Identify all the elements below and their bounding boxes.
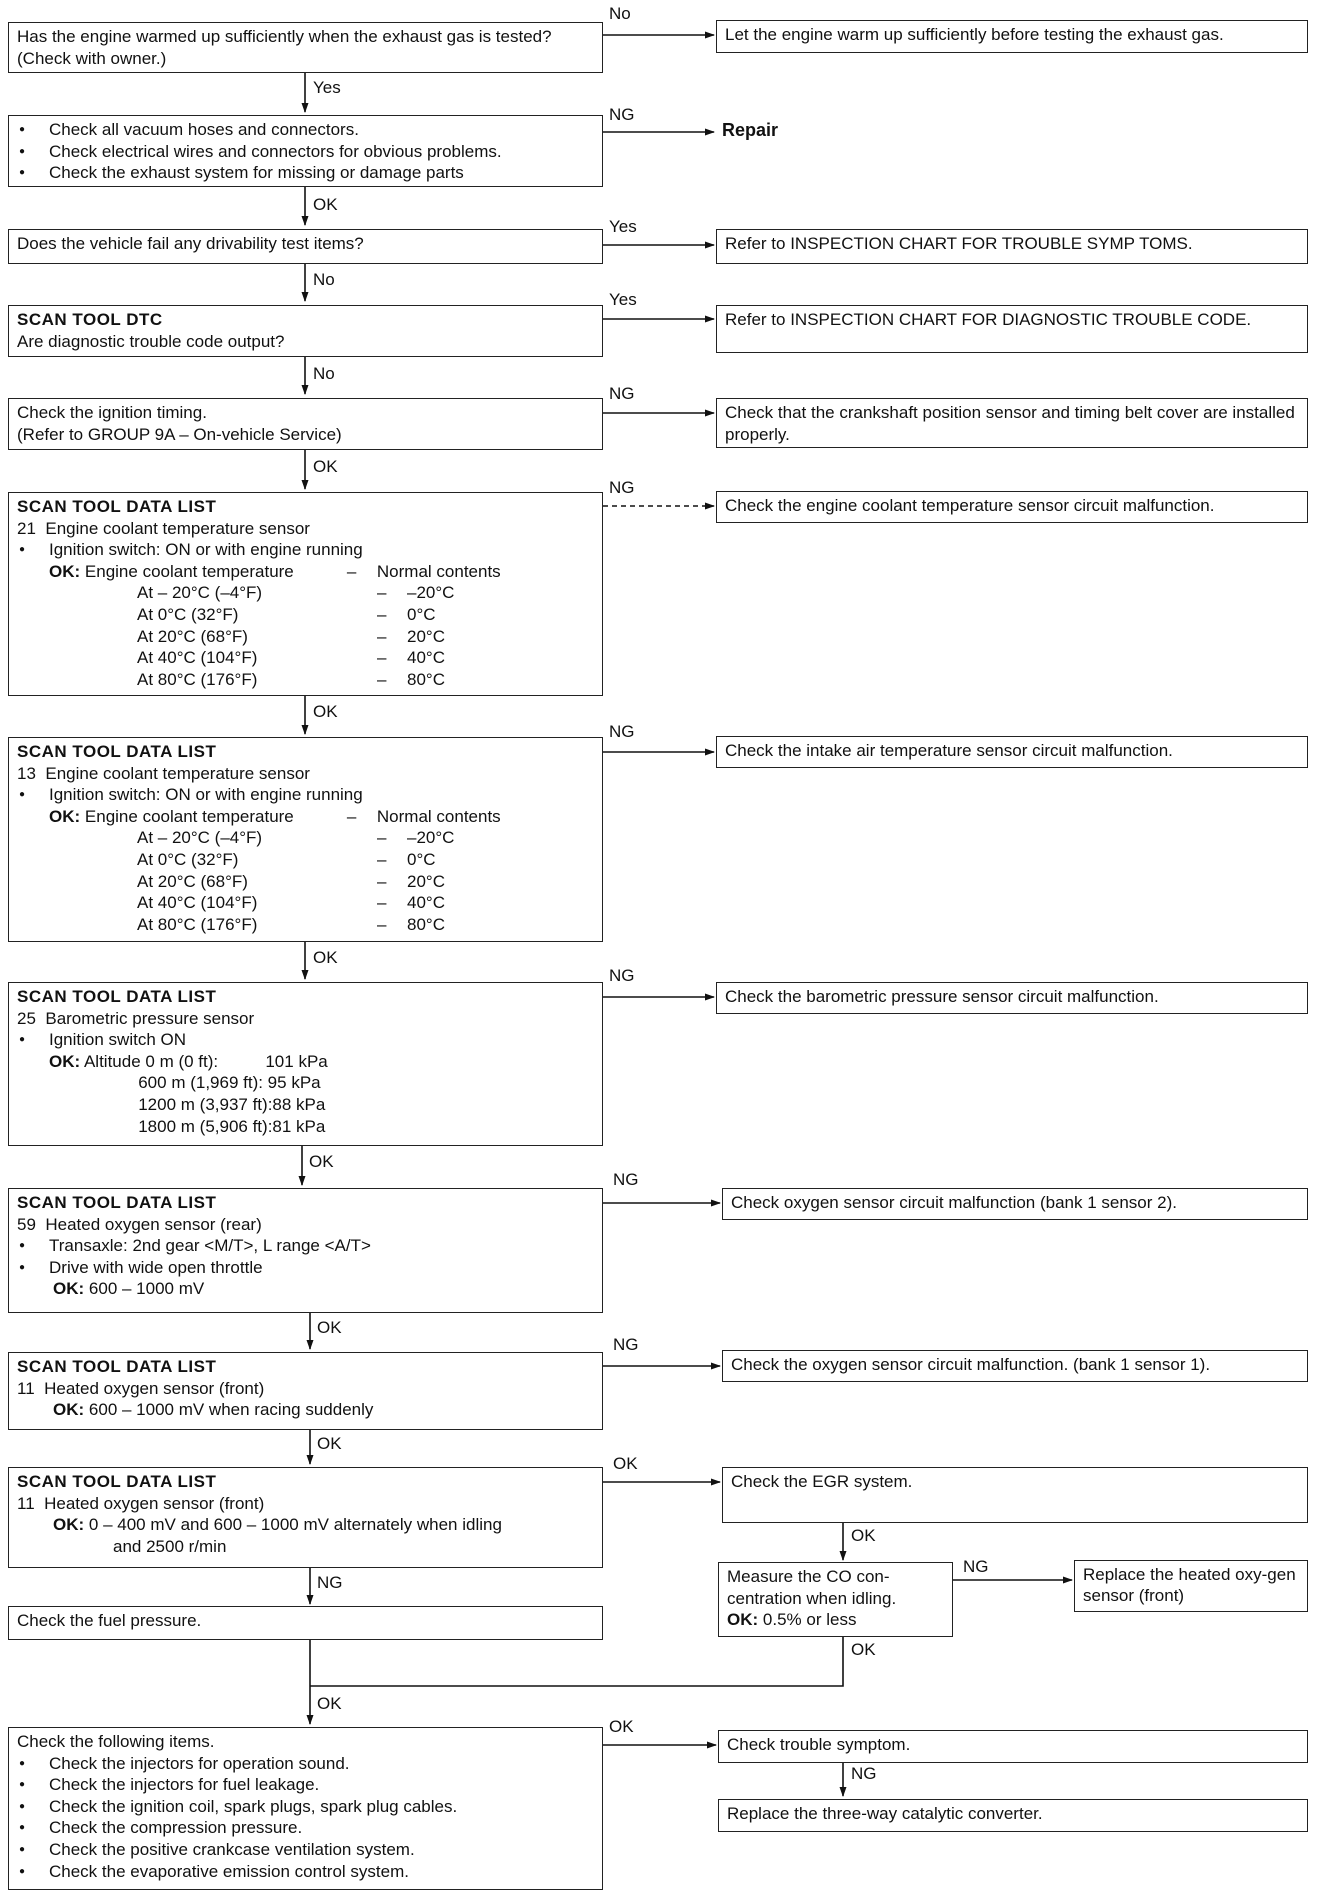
action-warm-up-text: Let the engine warm up sufficiently before testing the exhaust gas.	[725, 25, 1224, 44]
action-replace-catalytic-converter	[718, 1799, 1308, 1832]
step-check-hoses	[8, 115, 603, 187]
check-item: ● Check electrical wires and connectors for obvious problems.	[17, 141, 594, 163]
co-line2: centration when idling.	[727, 1588, 897, 1608]
label-ok: OK	[317, 1318, 342, 1337]
step-drivability	[8, 229, 603, 264]
check-item: ● Check the evaporative emission control system.	[17, 1861, 594, 1883]
label-ok: OK	[317, 1434, 342, 1453]
label-ng: NG	[609, 384, 635, 403]
step-engine-warmed-text: Has the engine warmed up sufficiently when the exhaust gas is tested? (Check with owner.)	[17, 27, 552, 68]
action-egr-system-text: Check the EGR system.	[731, 1472, 913, 1491]
data-list-condition: ● Ignition switch ON	[17, 1029, 594, 1051]
check-item: ● Check the injectors for fuel leakage.	[17, 1774, 594, 1796]
temp-row-value: 80°C	[407, 914, 445, 934]
action-o2-bank1-sensor2	[722, 1188, 1308, 1220]
temp-row-value: 0°C	[407, 849, 436, 869]
step-data-list-11-racing	[8, 1352, 603, 1430]
step-data-list-59	[8, 1188, 603, 1313]
ok-value: 600 – 1000 mV	[88, 1279, 205, 1299]
label-yes: Yes	[313, 78, 341, 97]
temp-row-condition: At 0°C (32°F)	[137, 849, 239, 869]
data-list-item: 13 Engine coolant temperature sensor	[17, 763, 310, 783]
ok-label: OK:	[49, 806, 81, 826]
temp-row-value: 20°C	[407, 626, 445, 646]
action-inspection-symptoms	[716, 229, 1308, 264]
ok-label: OK:	[53, 1515, 85, 1535]
data-list-item: 11 Heated oxygen sensor (front)	[17, 1378, 265, 1398]
temp-row-condition: At – 20°C (–4°F)	[137, 828, 263, 848]
step-co-concentration	[718, 1562, 953, 1637]
action-o2-bank1-sensor1	[722, 1350, 1308, 1382]
data-list-title: SCAN TOOL DATA LIST	[17, 1357, 217, 1376]
label-ok: OK	[609, 1717, 634, 1736]
altitude-row: 1800 m (5,906 ft):81 kPa	[91, 1116, 326, 1136]
label-ok: OK	[851, 1526, 876, 1545]
action-replace-o2-sensor	[1074, 1560, 1308, 1612]
temp-row-value: 20°C	[407, 871, 445, 891]
ok-label: OK:	[53, 1400, 85, 1420]
step-check-following-items	[8, 1727, 603, 1890]
label-ok: OK	[313, 948, 338, 967]
label-ok: OK	[309, 1152, 334, 1171]
step-data-list-25	[8, 982, 603, 1146]
label-ng: NG	[613, 1170, 639, 1189]
step-scan-dtc-title: SCAN TOOL DTC	[17, 310, 163, 329]
check-item: ● Check the injectors for operation sound.	[17, 1753, 594, 1775]
line-co-ok	[310, 1637, 843, 1686]
ok-label: OK:	[49, 561, 81, 581]
label-ok: OK	[317, 1694, 342, 1713]
label-no: No	[313, 364, 335, 383]
temp-row-condition: At – 20°C (–4°F)	[137, 583, 263, 603]
label-ng: NG	[609, 105, 635, 124]
action-o2-bank1-sensor2-text: Check oxygen sensor circuit malfunction (bank 1 sensor 2).	[731, 1193, 1177, 1212]
action-check-trouble-symptom-text: Check trouble symptom.	[727, 1735, 911, 1754]
data-list-title: SCAN TOOL DATA LIST	[17, 742, 217, 761]
temp-row-condition: At 40°C (104°F)	[137, 648, 258, 668]
step-ignition-timing	[8, 398, 603, 450]
check-item: ● Check the ignition coil, spark plugs, spark plug cables.	[17, 1796, 594, 1818]
data-list-condition: ● Drive with wide open throttle	[17, 1257, 594, 1279]
check-item: ● Check the positive crankcase ventilation system.	[17, 1839, 594, 1861]
data-list-item: 59 Heated oxygen sensor (rear)	[17, 1214, 262, 1234]
ok-label: OK:	[49, 1051, 81, 1071]
ok-value: 600 – 1000 mV when racing suddenly	[88, 1400, 374, 1420]
step-scan-dtc	[8, 305, 603, 357]
check-item: ● Check all vacuum hoses and connectors.	[17, 119, 594, 141]
ok-head-a: Engine coolant temperature	[84, 561, 294, 581]
ok-label: OK:	[727, 1610, 759, 1630]
temp-row-condition: At 20°C (68°F)	[137, 871, 248, 891]
temp-row-condition: At 40°C (104°F)	[137, 893, 258, 913]
ok-head-b: Normal contents	[376, 806, 501, 826]
altitude-row: Altitude 0 m (0 ft): 101 kPa	[83, 1051, 328, 1071]
altitude-row: 600 m (1,969 ft): 95 kPa	[91, 1073, 321, 1093]
label-ng: NG	[851, 1764, 877, 1783]
action-crankshaft-sensor-text: Check that the crankshaft position sensor and timing belt cover are installed properly.	[725, 403, 1295, 444]
label-ng: NG	[609, 966, 635, 985]
action-intake-air-sensor	[716, 736, 1308, 768]
data-list-item: 25 Barometric pressure sensor	[17, 1008, 255, 1028]
action-crankshaft-sensor	[716, 398, 1308, 448]
temp-row-value: 80°C	[407, 669, 445, 689]
step-ignition-timing-line2: (Refer to GROUP 9A – On-vehicle Service)	[17, 424, 342, 444]
ok-head-b: Normal contents	[376, 561, 501, 581]
ok-label: OK:	[53, 1279, 85, 1299]
check-following-head: Check the following items.	[17, 1732, 215, 1751]
action-replace-catalytic-converter-text: Replace the three-way catalytic converter.	[727, 1804, 1043, 1823]
data-list-condition: ● Ignition switch: ON or with engine running	[17, 539, 594, 561]
action-barometric-sensor-text: Check the barometric pressure sensor circuit malfunction.	[725, 987, 1159, 1006]
ok-value-cont: and 2500 r/min	[113, 1536, 227, 1556]
step-fuel-pressure	[8, 1606, 603, 1640]
step-engine-warmed	[8, 22, 603, 73]
label-no: No	[313, 270, 335, 289]
action-inspection-dtc	[716, 305, 1308, 353]
step-scan-dtc-text: Are diagnostic trouble code output?	[17, 331, 285, 351]
label-ng: NG	[963, 1557, 989, 1576]
label-ng: NG	[609, 478, 635, 497]
label-ok: OK	[613, 1454, 638, 1473]
ok-value: 0 – 400 mV and 600 – 1000 mV alternately when idling	[88, 1515, 502, 1535]
step-ignition-timing-line1: Check the ignition timing.	[17, 403, 207, 422]
temp-row-value: 40°C	[407, 893, 445, 913]
co-line1: Measure the CO con-	[727, 1567, 890, 1586]
label-ng: NG	[317, 1573, 343, 1592]
temp-row-condition: At 0°C (32°F)	[137, 604, 239, 624]
ok-value: 0.5% or less	[762, 1610, 857, 1630]
label-ng: NG	[613, 1335, 639, 1354]
data-list-title: SCAN TOOL DATA LIST	[17, 987, 217, 1006]
step-data-list-13: SCAN TOOL DATA LIST 13 Engine coolant temperature sensor ● Ignition switch: ON or with engine running OK: Engine coolant temperature – Normal contents At – 20°C (–4°F) – –20°C At 0°C (32°F) – 0°C At 20°C (68°F) – 20°C At 40°C (104°F) – 40°C At 80°C (176°F) – 80°C	[8, 737, 603, 942]
action-intake-air-sensor-text: Check the intake air temperature sensor circuit malfunction.	[725, 741, 1173, 760]
data-list-item: 21 Engine coolant temperature sensor	[17, 518, 310, 538]
data-list-title: SCAN TOOL DATA LIST	[17, 1193, 217, 1212]
label-ok: OK	[313, 195, 338, 214]
check-item: ● Check the compression pressure.	[17, 1817, 594, 1839]
label-ng: NG	[609, 722, 635, 741]
step-data-list-21: SCAN TOOL DATA LIST 21 Engine coolant temperature sensor ● Ignition switch: ON or with engine running OK: Engine coolant temperature – Normal contents At – 20°C (–4°F) – –20°C At 0°C (32°F) – 0°C At 20°C (68°F) – 20°C At 40°C (104°F) – 40°C At 80°C (176°F) – 80°C	[8, 492, 603, 696]
altitude-row: 1200 m (3,937 ft):88 kPa	[91, 1094, 326, 1114]
label-no: No	[609, 4, 631, 23]
ok-head-a: Engine coolant temperature	[84, 806, 294, 826]
temp-row-value: –20°C	[407, 828, 455, 848]
check-item: ● Check the exhaust system for missing or damage parts	[17, 162, 594, 184]
action-o2-bank1-sensor1-text: Check the oxygen sensor circuit malfunction. (bank 1 sensor 1).	[731, 1355, 1211, 1374]
data-list-condition: ● Ignition switch: ON or with engine running	[17, 784, 594, 806]
step-fuel-pressure-text: Check the fuel pressure.	[17, 1611, 202, 1630]
temp-row-value: 40°C	[407, 648, 445, 668]
action-coolant-sensor-text: Check the engine coolant temperature sensor circuit malfunction.	[725, 496, 1215, 515]
temp-row-condition: At 80°C (176°F)	[137, 669, 258, 689]
action-replace-o2-sensor-text: Replace the heated oxy-gen sensor (front)	[1083, 1565, 1296, 1605]
data-list-title: SCAN TOOL DATA LIST	[17, 1472, 217, 1491]
label-ok: OK	[313, 702, 338, 721]
step-drivability-text: Does the vehicle fail any drivability test items?	[17, 234, 364, 253]
action-egr-system	[722, 1467, 1308, 1523]
label-yes: Yes	[609, 290, 637, 309]
action-check-trouble-symptom	[718, 1730, 1308, 1763]
data-list-title: SCAN TOOL DATA LIST	[17, 497, 217, 516]
label-ok: OK	[313, 457, 338, 476]
action-warm-up	[716, 20, 1308, 53]
data-list-item: 11 Heated oxygen sensor (front)	[17, 1493, 265, 1513]
step-data-list-11-idling	[8, 1467, 603, 1568]
temp-row-condition: At 20°C (68°F)	[137, 626, 248, 646]
label-yes: Yes	[609, 217, 637, 236]
temp-row-value: –20°C	[407, 583, 455, 603]
action-inspection-dtc-text: Refer to INSPECTION CHART FOR DIAGNOSTIC TROUBLE CODE.	[725, 310, 1252, 329]
temp-row-value: 0°C	[407, 604, 436, 624]
action-barometric-sensor	[716, 982, 1308, 1014]
label-ok: OK	[851, 1640, 876, 1659]
temp-row-condition: At 80°C (176°F)	[137, 914, 258, 934]
data-list-condition: ● Transaxle: 2nd gear <M/T>, L range <A/T>	[17, 1235, 594, 1257]
action-coolant-sensor	[716, 491, 1308, 523]
action-repair: Repair	[722, 120, 779, 140]
action-inspection-symptoms-text: Refer to INSPECTION CHART FOR TROUBLE SYMP TOMS.	[725, 234, 1193, 253]
